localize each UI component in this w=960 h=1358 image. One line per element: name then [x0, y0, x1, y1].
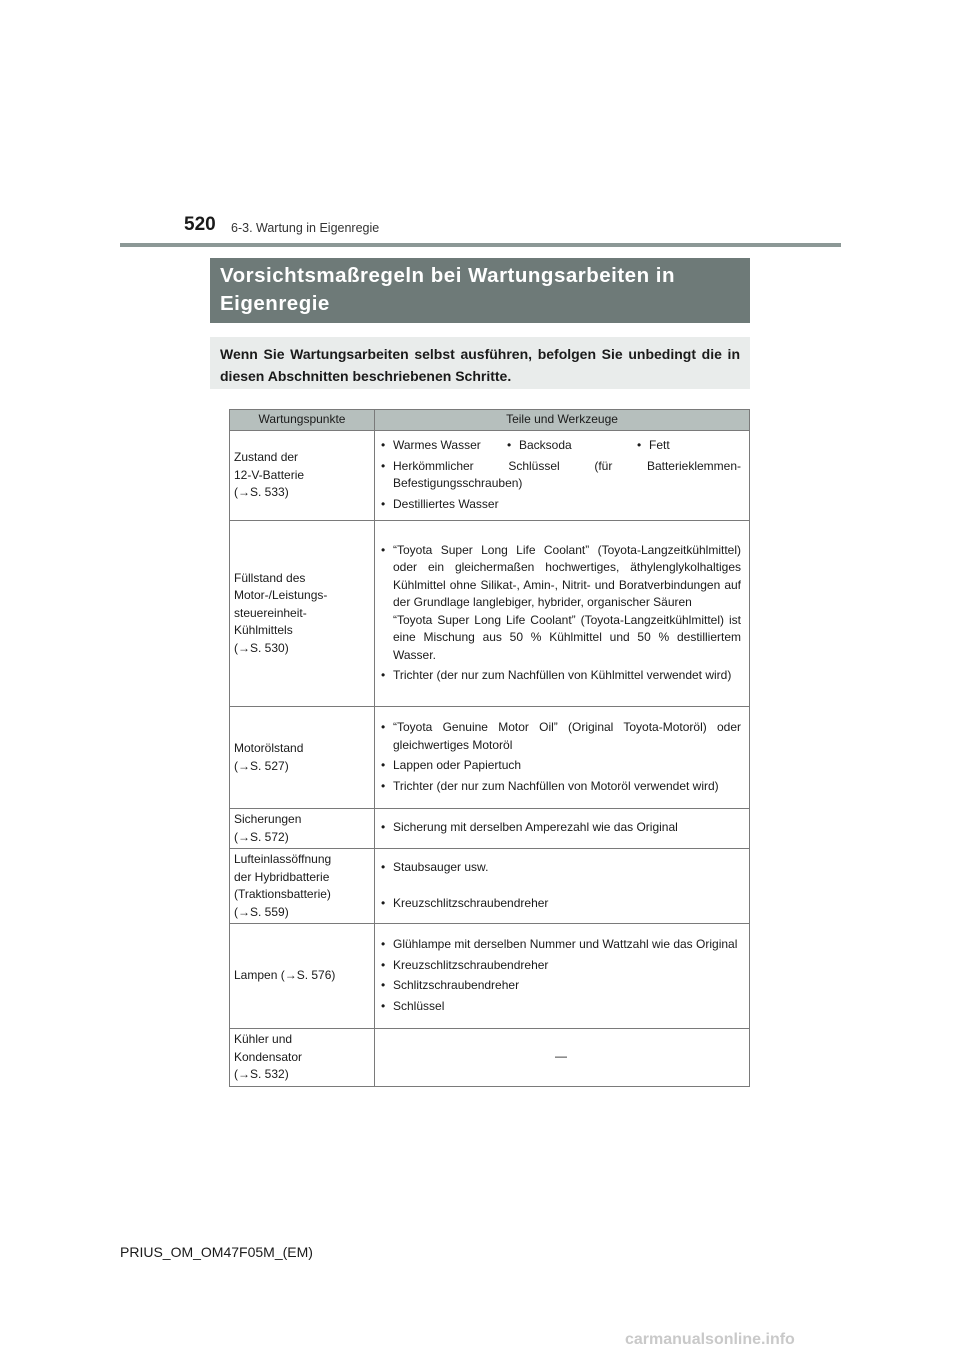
list-item: • Staubsauger usw. [381, 859, 489, 874]
item-line: Zustand der [234, 450, 299, 465]
tools-cell [375, 924, 750, 1029]
document-footer-id: PRIUS_OM_OM47F05M_(EM) [120, 1244, 313, 1260]
maintenance-item [230, 924, 375, 1029]
list-item: • Destilliertes Wasser [381, 496, 499, 511]
list-item: • Fett [637, 438, 670, 452]
section-label: 6-3. Wartung in Eigenregie [231, 221, 380, 235]
maintenance-item [230, 521, 375, 707]
table-row [230, 521, 750, 707]
item-line: (→S. 533) [234, 485, 289, 500]
tool-text: “Toyota Super Long Life Coolant” (Toyota-Langzeitkühlmittel) oder ein gleichermaßen hochwertiges, äthylenglykolhaltiges Kühlmittel ohne Silikat-, Amin-, Nitrit- und Boratverbindungen auf der Grundlage langlebiger, hybrider, organischer Säuren [393, 542, 741, 609]
page-title-line-1: Vorsichtsmaßregeln bei Wartungsarbeiten in [220, 264, 676, 287]
header-parts-and-tools: Teile und Werkzeuge [375, 410, 750, 431]
tools-cell [375, 707, 750, 809]
item-line: Motor-/Leistungs- [234, 588, 328, 603]
maintenance-item [230, 849, 375, 924]
list-item: • Herkömmlicher Schlüssel (für Batterieklemmen-Befestigungsschrauben) [381, 458, 741, 490]
item-line: (→S. 572) [234, 829, 289, 844]
list-item: • Warmes Wasser [381, 438, 481, 452]
maintenance-item [230, 809, 375, 849]
item-line: (→S. 532) [234, 1067, 289, 1081]
header-divider [120, 243, 841, 247]
item-line: der Hybridbatterie [234, 869, 330, 884]
tools-cell [375, 849, 750, 924]
header-maintenance-items: Wartungspunkte [230, 410, 375, 431]
maintenance-item [230, 707, 375, 809]
list-item: • Kreuzschlitzschraubendreher [381, 957, 549, 972]
table-row [230, 707, 750, 809]
tools-cell [375, 431, 750, 521]
item-line: Lufteinlassöffnung [234, 852, 332, 866]
page-number: 520 [184, 214, 216, 235]
tool-note: “Toyota Super Long Life Coolant” (Toyota-Langzeitkühlmittel) ist eine Mischung aus 50 % Kühlmittel und 50 % destilliertem Wasser. [393, 612, 741, 662]
list-item: • Trichter (der nur zum Nachfüllen von Kühlmittel verwendet wird) [381, 668, 732, 682]
list-item: • Lappen oder Papiertuch [381, 758, 522, 772]
list-item: • Glühlampe mit derselben Nummer und Wattzahl wie das Original [381, 937, 738, 951]
watermark: carmanualsonline.info [625, 1331, 795, 1348]
list-item: • “Toyota Super Long Life Coolant” (Toyota-Langzeitkühlmittel) oder ein gleichermaßen hochwertiges, äthylenglykolhaltiges Kühlmittel ohne Silikat-, Amin-, Nitrit- und Boratverbindungen auf der Grundlage langlebiger, hybrider, organischer Säuren “Toyota Super Long Life Coolant” (Toyota-Langzeitkühlmittel) ist eine Mischung aus 50 % Kühlmittel und 50 % destilliertem Wasser. [381, 542, 741, 662]
table-header-row [230, 410, 750, 431]
item-line: (Traktionsbatterie) [234, 887, 331, 901]
item-line: steuereinheit- [234, 605, 307, 620]
list-item: • Schlüssel [381, 998, 445, 1013]
item-line: 12-V-Batterie [234, 467, 305, 482]
item-line: Kondensator [234, 1049, 303, 1064]
item-line: Motorölstand [234, 741, 304, 755]
item-line: Kühler und [234, 1032, 293, 1046]
table-row [230, 849, 750, 924]
table-row [230, 924, 750, 1029]
intro-text: Wenn Sie Wartungsarbeiten selbst ausführen, befolgen Sie unbedingt die in diesen Abschnitten beschriebenen Schritte. [210, 337, 750, 389]
list-item: • Kreuzschlitzschraubendreher [381, 896, 549, 910]
list-item: • Schlitzschraubendreher [381, 978, 520, 992]
item-line: (→S. 559) [234, 904, 289, 919]
table-row [230, 431, 750, 521]
tools-inline-row [381, 437, 741, 455]
list-item: • Backsoda [507, 438, 572, 452]
list-item: • Sicherung mit derselben Amperezahl wie das Original [381, 820, 678, 835]
page-title [210, 258, 750, 323]
item-line: Lampen (→S. 576) [234, 968, 336, 983]
page-title-line-2: Eigenregie [220, 292, 330, 315]
item-line: Füllstand des [234, 570, 306, 585]
item-line: Sicherungen [234, 812, 302, 826]
tools-cell [375, 521, 750, 707]
list-item: • “Toyota Genuine Motor Oil” (Original Toyota-Motoröl) oder gleichwertiges Motoröl [381, 720, 741, 752]
maintenance-item [230, 1029, 375, 1087]
item-line: Kühlmittels [234, 623, 293, 638]
tools-cell-empty: — [375, 1029, 750, 1087]
table-row [230, 809, 750, 849]
maintenance-item [230, 431, 375, 521]
item-line: (→S. 527) [234, 758, 289, 773]
list-item: • Trichter (der nur zum Nachfüllen von Motoröl verwendet wird) [381, 778, 719, 793]
tools-cell [375, 809, 750, 849]
maintenance-table [229, 409, 750, 1087]
item-line: (→S. 530) [234, 640, 289, 655]
table-row [230, 1029, 750, 1087]
